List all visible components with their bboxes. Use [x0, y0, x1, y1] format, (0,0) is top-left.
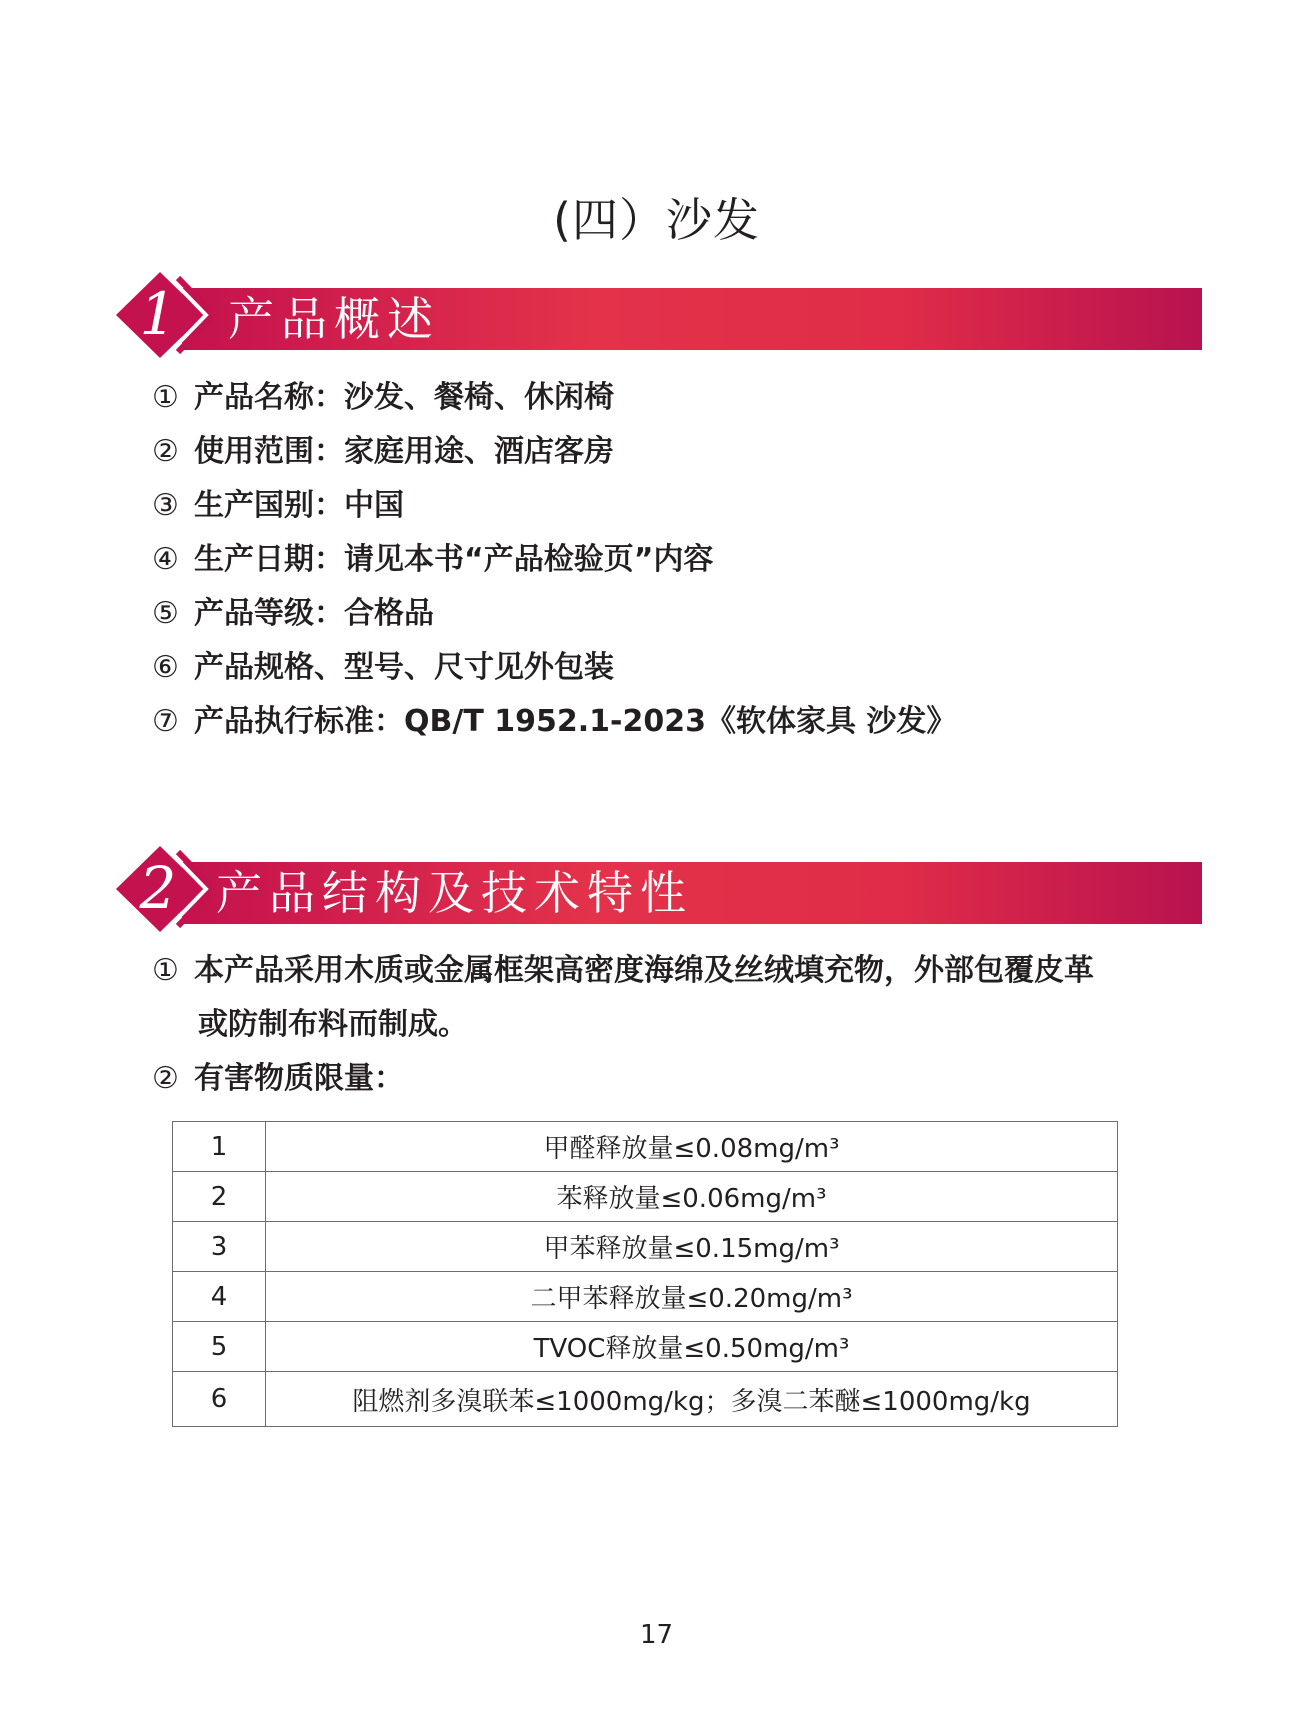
limit-value: 甲苯释放量≤0.15mg/m³: [266, 1222, 1118, 1272]
table-row: [173, 1122, 1118, 1172]
row-index: 5: [173, 1322, 266, 1372]
section-number-badge: [112, 844, 212, 934]
row-index: 3: [173, 1222, 266, 1272]
section-number-badge: [112, 270, 212, 360]
tech-list: [152, 944, 1203, 1106]
page-title: (四）沙发: [553, 193, 760, 247]
section-title: 产品概述: [228, 292, 440, 346]
limit-value: TVOC释放量≤0.50mg/m³: [266, 1322, 1118, 1372]
list-item: ⑥ 产品规格、型号、尺寸见外包装: [152, 650, 614, 685]
table-row: [173, 1322, 1118, 1372]
row-index: 2: [173, 1172, 266, 1222]
table-row: [173, 1172, 1118, 1222]
row-index: 6: [173, 1372, 266, 1427]
row-index: 1: [173, 1122, 266, 1172]
list-item: ⑦ 产品执行标准：QB/T 1952.1-2023《软体家具 沙发》: [152, 704, 957, 739]
list-item: ① 本产品采用木质或金属框架高密度海绵及丝绒填充物，外部包覆皮革 或防制布料而制成。: [152, 953, 1094, 1042]
section-title: 产品结构及技术特性: [216, 866, 693, 920]
list-item: ② 使用范围：家庭用途、酒店客房: [152, 434, 614, 469]
hazard-limits-table: [172, 1121, 1118, 1427]
limit-value: 阻燃剂多溴联苯≤1000mg/kg；多溴二苯醚≤1000mg/kg: [266, 1372, 1118, 1427]
badge-number: 2: [139, 854, 177, 922]
section-banner-structure: [112, 844, 1202, 934]
list-item: ③ 生产国别：中国: [152, 488, 404, 523]
overview-list: [152, 371, 1203, 749]
table-row: [173, 1272, 1118, 1322]
list-item: ② 有害物质限量：: [152, 1061, 404, 1096]
row-index: 4: [173, 1272, 266, 1322]
badge-number: 1: [139, 280, 177, 348]
limit-value: 二甲苯释放量≤0.20mg/m³: [266, 1272, 1118, 1322]
list-item: ⑤ 产品等级：合格品: [152, 596, 434, 631]
limit-value: 甲醛释放量≤0.08mg/m³: [266, 1122, 1118, 1172]
table-row: [173, 1372, 1118, 1427]
list-item: ④ 生产日期：请见本书“产品检验页”内容: [152, 542, 714, 577]
page-number: 17: [639, 1620, 674, 1650]
section-banner-overview: [112, 270, 1202, 360]
table-row: [173, 1222, 1118, 1272]
limit-value: 苯释放量≤0.06mg/m³: [266, 1172, 1118, 1222]
list-item: ① 产品名称：沙发、餐椅、休闲椅: [152, 380, 614, 415]
